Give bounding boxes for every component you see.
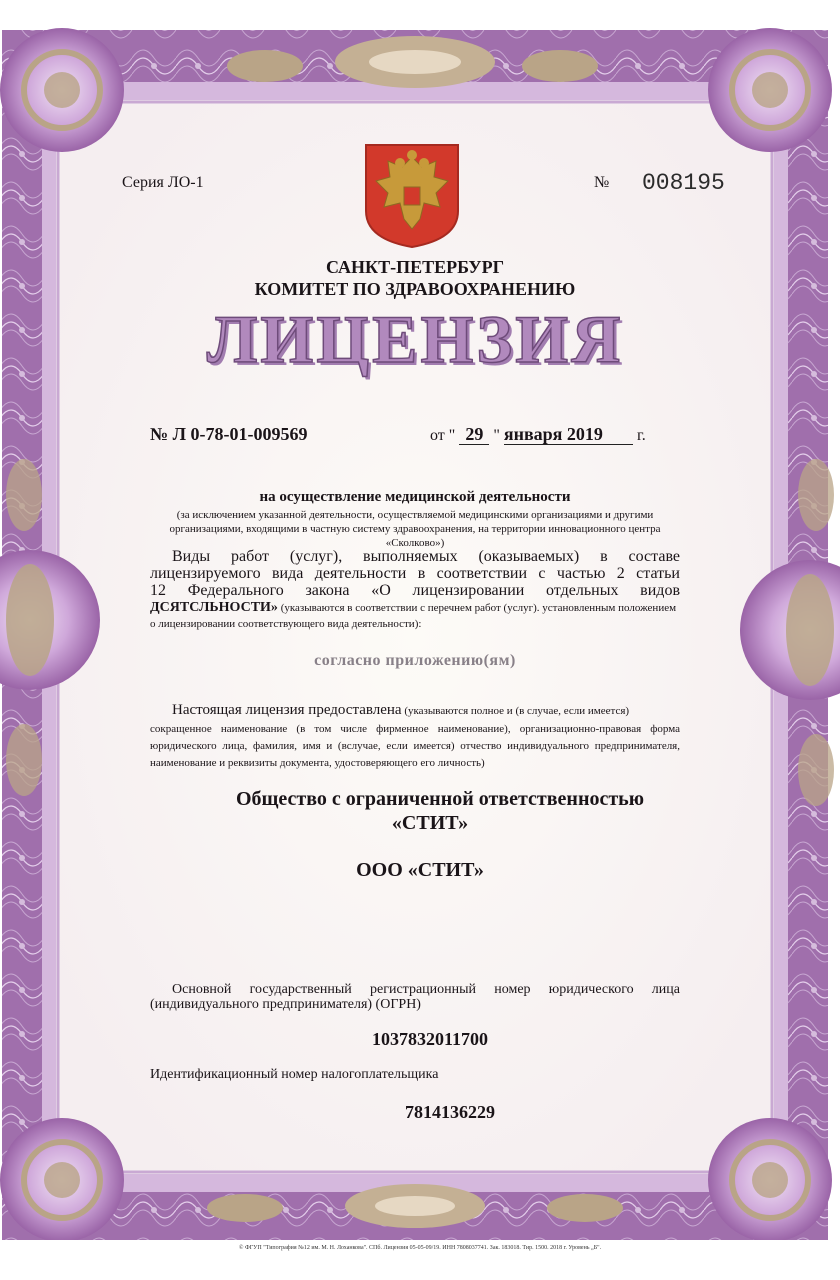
granted-note-line-4: наименование и реквизиты документа, удостоверяющего его личность) — [150, 757, 485, 769]
date-prefix: от — [430, 427, 445, 444]
granted-line-1 — [172, 702, 629, 719]
printer-footer: © ФГУП "Типография №12 им. М. Н. Лоханкова". СПб. Лицензия 05-05-09/19. ИНН 7808037741. Зак. 183018. Тир. 1500. 2018 г. Уровень „Б". — [238, 1245, 602, 1251]
license-number: № Л 0-78-01-009569 — [150, 424, 308, 444]
works-text-line-3: 12 Федерального закона «О лицензировании отдельных видов — [150, 582, 680, 599]
granted-note-line-2: сокращенное наименование (в том числе фирменное наименование), организационно-правовая форма — [150, 723, 680, 735]
activity-note-line-1: (за исключением указанной деятельности, осуществляемой медицинскими организациями и другими — [176, 509, 654, 521]
date-open-quote: " — [448, 427, 456, 444]
corner-ornament-top-left — [0, 28, 124, 152]
granted-note-line-3: юридического лица, фамилия, имя и (вслучае, если имеется) отчество индивидуального предпринимателя, — [150, 740, 680, 752]
organization-short-name: ООО «СТИТ» — [356, 859, 484, 881]
form-number: 008195 — [642, 170, 725, 196]
ogrn-value: 1037832011700 — [371, 1029, 488, 1049]
document-title: ЛИЦЕНЗИЯ — [206, 301, 624, 377]
works-note-line-2: о лицензировании соответствующего вида деятельности): — [150, 618, 422, 630]
ogrn-label-line-2: (индивидуального предпринимателя) (ОГРН) — [150, 997, 421, 1012]
organization-full-name-line-1: Общество с ограниченной ответственностью — [235, 788, 645, 810]
authority-city: САНКТ-ПЕТЕРБУРГ — [325, 257, 505, 277]
works-note: (указываются в соответствии с перечнем работ (услуг). установленным положением — [277, 602, 677, 614]
activity-note-line-3: «Сколково») — [385, 537, 445, 549]
corner-ornament-bottom-right — [708, 1118, 832, 1242]
inn-label: Идентификационный номер налогоплательщика — [150, 1067, 439, 1082]
authority-name: КОМИТЕТ ПО ЗДРАВООХРАНЕНИЮ — [254, 279, 576, 299]
date-day: 29 — [459, 424, 489, 445]
number-sign: № — [594, 174, 610, 191]
granted-lead: Настоящая лицензия предоставлена — [172, 702, 402, 718]
corner-ornament-bottom-left — [0, 1118, 124, 1242]
date-month-year: января 2019 — [504, 424, 633, 445]
works-value: согласно приложению(ям) — [314, 652, 516, 669]
coat-of-arms-icon — [364, 143, 460, 249]
activity-title: на осуществление медицинской деятельности — [259, 489, 571, 505]
corner-ornament-top-right — [708, 28, 832, 152]
date-close-quote: " — [493, 427, 500, 444]
organization-full-name-line-2: «СТИТ» — [391, 812, 469, 834]
granted-note-first: (указываются полное и (в случае, если имеется) — [401, 705, 630, 717]
series-label: Серия ЛО-1 — [122, 174, 204, 191]
works-activity-word: ДСЯТСЛЬНОСТИ» — [150, 600, 278, 615]
activity-note-line-2: организациями, входящими в частную систему здравоохранения, на территории инновационного центра — [169, 523, 661, 535]
ogrn-label-line-1: Основной государственный регистрационный номер юридического лица — [172, 982, 680, 997]
license-date — [430, 424, 646, 445]
works-text-line-2: лицензируемого вида деятельности в соответствии с частью 2 статьи — [150, 565, 680, 582]
date-suffix: г. — [636, 427, 646, 444]
inn-value: 7814136229 — [405, 1102, 495, 1122]
works-text-line-4 — [150, 600, 676, 616]
works-text-line-1: Виды работ (услуг), выполняемых (оказываемых) в составе — [172, 548, 680, 565]
